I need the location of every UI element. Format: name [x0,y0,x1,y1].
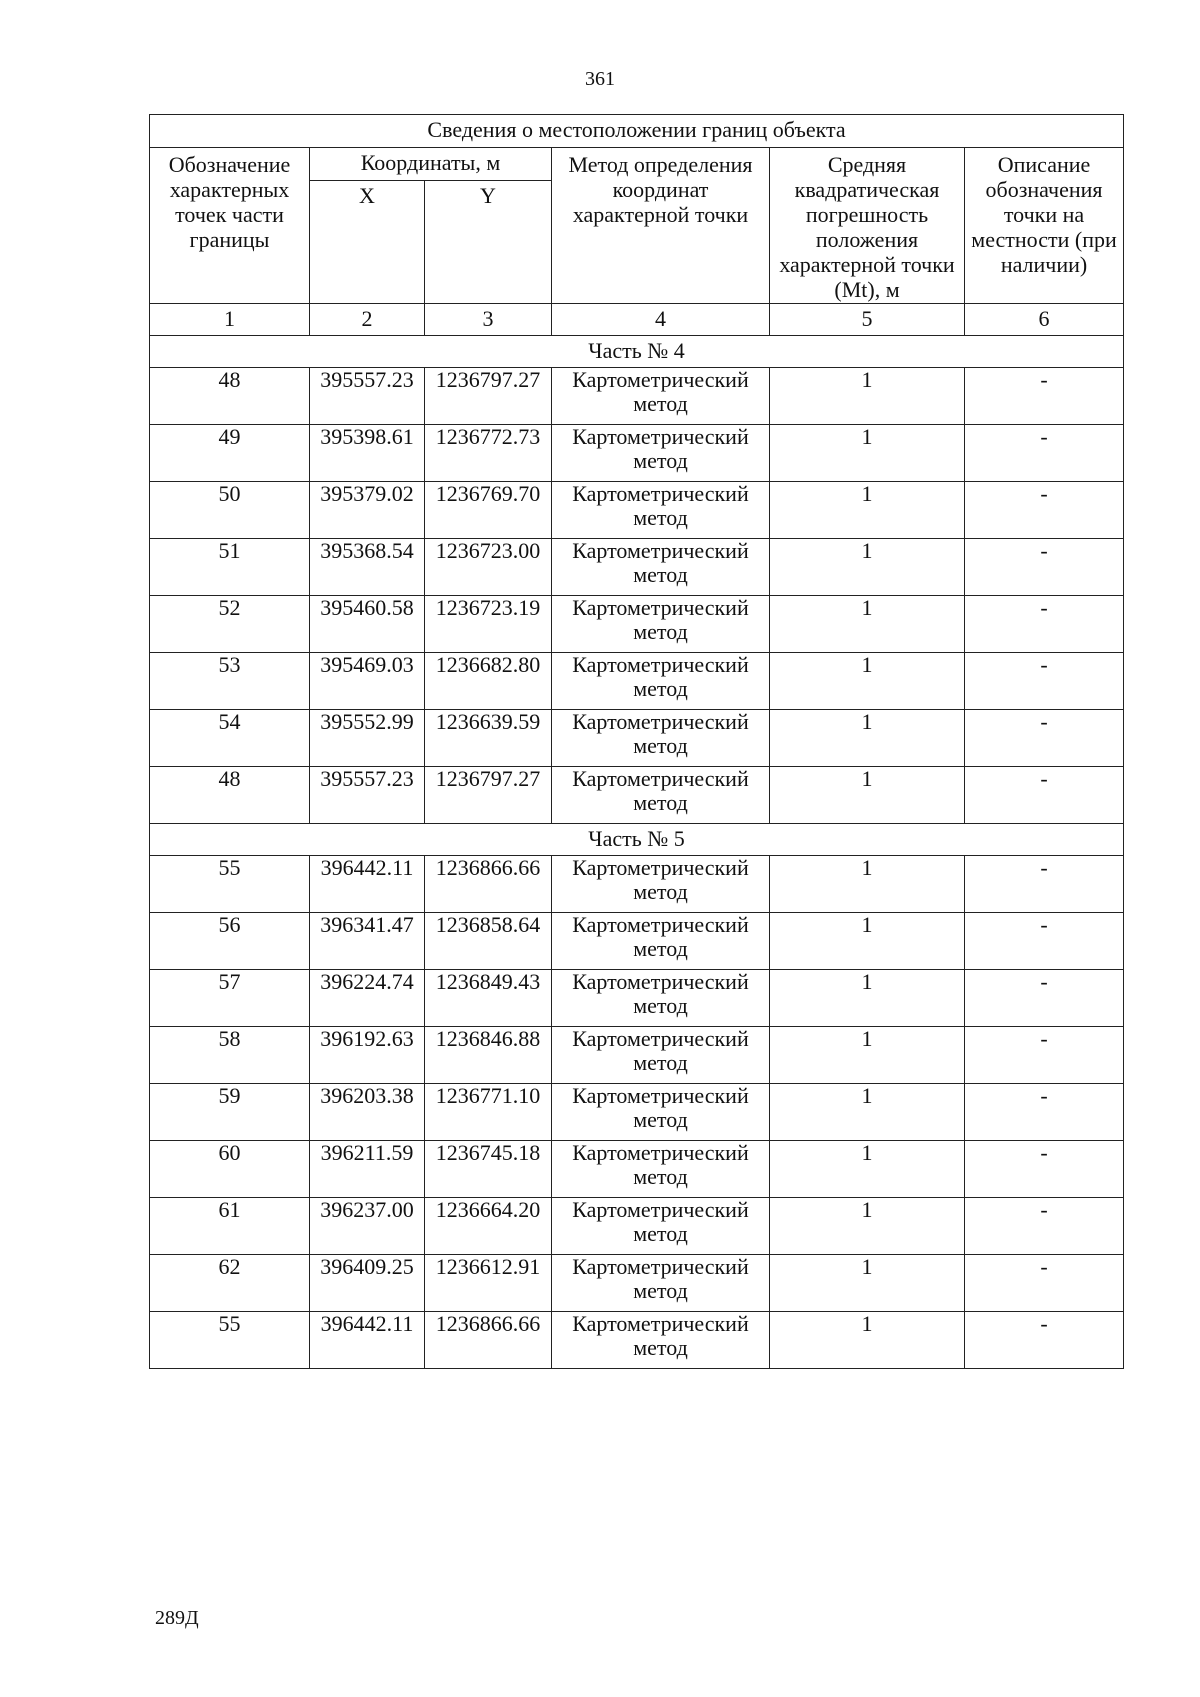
mt-cell: 1 [770,856,965,913]
mt-cell: 1 [770,425,965,482]
section-row [150,336,1124,368]
table-row [150,368,1124,425]
description-cell: - [965,970,1124,1027]
table-title: Сведения о местоположении границ объекта [150,115,1124,148]
y-cell: 1236723.19 [425,596,552,653]
point-cell: 54 [150,710,310,767]
point-cell: 48 [150,368,310,425]
description-cell: - [965,596,1124,653]
mt-cell: 1 [770,1255,965,1312]
column-number: 6 [965,304,1124,336]
header-description: Описание обозначения точки на местности (при наличии) [965,148,1124,304]
mt-cell: 1 [770,596,965,653]
mt-cell: 1 [770,1084,965,1141]
method-cell: Картометрический метод [552,653,770,710]
x-cell: 396237.00 [310,1198,425,1255]
description-cell: - [965,539,1124,596]
column-number: 5 [770,304,965,336]
description-cell: - [965,710,1124,767]
method-cell: Картометрический метод [552,1141,770,1198]
y-cell: 1236745.18 [425,1141,552,1198]
column-number: 4 [552,304,770,336]
point-cell: 62 [150,1255,310,1312]
method-cell: Картометрический метод [552,1084,770,1141]
table-row [150,1084,1124,1141]
mt-cell: 1 [770,653,965,710]
header-coordinates: Координаты, м [310,148,552,181]
header-point-designation: Обозначение характерных точек части границы [150,148,310,304]
point-cell: 49 [150,425,310,482]
x-cell: 396409.25 [310,1255,425,1312]
y-cell: 1236664.20 [425,1198,552,1255]
mt-cell: 1 [770,1312,965,1369]
method-cell: Картометрический метод [552,1027,770,1084]
y-cell: 1236858.64 [425,913,552,970]
y-cell: 1236797.27 [425,368,552,425]
description-cell: - [965,1027,1124,1084]
point-cell: 60 [150,1141,310,1198]
page-number: 361 [585,68,615,90]
column-number-row [150,304,1124,336]
point-cell: 55 [150,1312,310,1369]
table-row [150,539,1124,596]
section-label: Часть № 5 [150,824,1124,856]
method-cell: Картометрический метод [552,539,770,596]
method-cell: Картометрический метод [552,710,770,767]
table-row [150,710,1124,767]
x-cell: 395398.61 [310,425,425,482]
y-cell: 1236769.70 [425,482,552,539]
method-cell: Картометрический метод [552,970,770,1027]
x-cell: 396203.38 [310,1084,425,1141]
y-cell: 1236772.73 [425,425,552,482]
description-cell: - [965,653,1124,710]
x-cell: 395460.58 [310,596,425,653]
point-cell: 50 [150,482,310,539]
mt-cell: 1 [770,368,965,425]
point-cell: 53 [150,653,310,710]
description-cell: - [965,1141,1124,1198]
table-row [150,482,1124,539]
mt-cell: 1 [770,1198,965,1255]
column-number: 3 [425,304,552,336]
method-cell: Картометрический метод [552,1255,770,1312]
x-cell: 395379.02 [310,482,425,539]
y-cell: 1236866.66 [425,1312,552,1369]
description-cell: - [965,1198,1124,1255]
x-cell: 396192.63 [310,1027,425,1084]
method-cell: Картометрический метод [552,1312,770,1369]
method-cell: Картометрический метод [552,368,770,425]
column-number: 1 [150,304,310,336]
point-cell: 55 [150,856,310,913]
table-row [150,970,1124,1027]
mt-cell: 1 [770,970,965,1027]
y-cell: 1236849.43 [425,970,552,1027]
x-cell: 395469.03 [310,653,425,710]
header-x: X [310,181,425,304]
boundary-table [149,114,1124,1369]
y-cell: 1236771.10 [425,1084,552,1141]
point-cell: 51 [150,539,310,596]
header-y: Y [425,181,552,304]
y-cell: 1236612.91 [425,1255,552,1312]
description-cell: - [965,913,1124,970]
method-cell: Картометрический метод [552,856,770,913]
description-cell: - [965,368,1124,425]
point-cell: 57 [150,970,310,1027]
mt-cell: 1 [770,913,965,970]
table-row [150,653,1124,710]
x-cell: 396224.74 [310,970,425,1027]
table-row [150,1027,1124,1084]
table-row [150,425,1124,482]
table-row [150,913,1124,970]
description-cell: - [965,1312,1124,1369]
description-cell: - [965,425,1124,482]
header-method: Метод определения координат характерной точки [552,148,770,304]
y-cell: 1236639.59 [425,710,552,767]
section-label: Часть № 4 [150,336,1124,368]
table-row [150,767,1124,824]
method-cell: Картометрический метод [552,425,770,482]
x-cell: 396211.59 [310,1141,425,1198]
method-cell: Картометрический метод [552,767,770,824]
table-row [150,856,1124,913]
mt-cell: 1 [770,1141,965,1198]
table-row [150,1141,1124,1198]
description-cell: - [965,482,1124,539]
table-row [150,1312,1124,1369]
y-cell: 1236723.00 [425,539,552,596]
header-mean-error: Средняя квадратическая погрешность положения характерной точки (Mt), м [770,148,965,304]
mt-cell: 1 [770,1027,965,1084]
x-cell: 396341.47 [310,913,425,970]
mt-cell: 1 [770,710,965,767]
y-cell: 1236866.66 [425,856,552,913]
x-cell: 395557.23 [310,767,425,824]
point-cell: 59 [150,1084,310,1141]
column-number: 2 [310,304,425,336]
description-cell: - [965,1084,1124,1141]
header-row [150,148,1124,181]
method-cell: Картометрический метод [552,482,770,539]
table-row [150,596,1124,653]
point-cell: 56 [150,913,310,970]
description-cell: - [965,856,1124,913]
section-row [150,824,1124,856]
x-cell: 396442.11 [310,856,425,913]
y-cell: 1236846.88 [425,1027,552,1084]
point-cell: 58 [150,1027,310,1084]
point-cell: 61 [150,1198,310,1255]
footer-code: 289Д [155,1607,199,1629]
method-cell: Картометрический метод [552,1198,770,1255]
mt-cell: 1 [770,767,965,824]
x-cell: 395557.23 [310,368,425,425]
table-row [150,1198,1124,1255]
description-cell: - [965,1255,1124,1312]
method-cell: Картометрический метод [552,596,770,653]
point-cell: 52 [150,596,310,653]
description-cell: - [965,767,1124,824]
table-row [150,1255,1124,1312]
mt-cell: 1 [770,482,965,539]
table-title-row [150,115,1124,148]
y-cell: 1236797.27 [425,767,552,824]
x-cell: 395552.99 [310,710,425,767]
method-cell: Картометрический метод [552,913,770,970]
point-cell: 48 [150,767,310,824]
mt-cell: 1 [770,539,965,596]
x-cell: 396442.11 [310,1312,425,1369]
y-cell: 1236682.80 [425,653,552,710]
x-cell: 395368.54 [310,539,425,596]
